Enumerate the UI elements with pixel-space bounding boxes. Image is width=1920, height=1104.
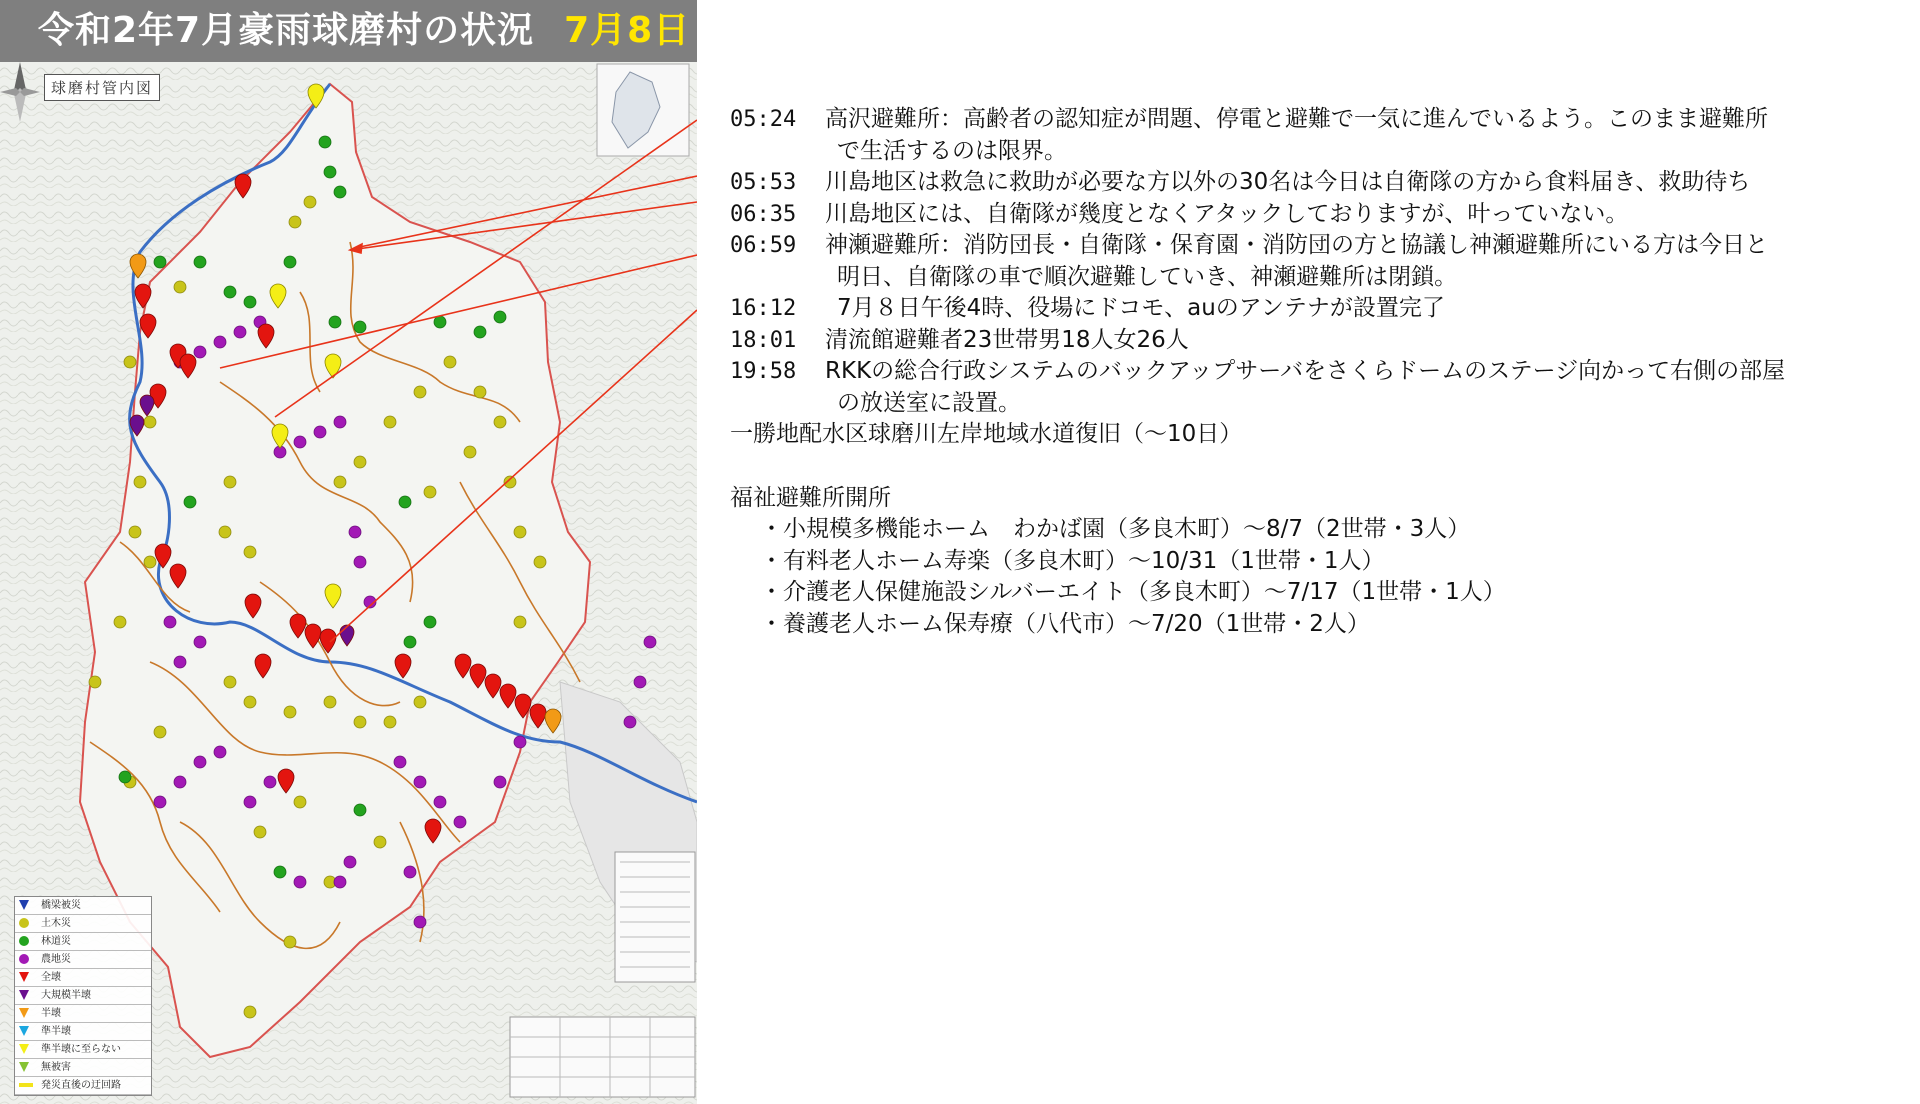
water-note: 一勝地配水区球磨川左岸地域水道復旧（～10日） [730, 421, 1243, 447]
legend-item: 林道災 [15, 933, 151, 951]
map-title-date: 7月8日 [564, 10, 691, 51]
entry-text: RKKの総合行政システムのバックアップサーバをさくらドームのステージ向かって右側の部屋 [825, 358, 1786, 384]
welfare-heading: 福祉避難所開所 [730, 484, 891, 511]
log-entry [730, 199, 1910, 231]
pin-icon [19, 1008, 29, 1018]
entry-text: 神瀬避難所：消防団長・自衛隊・保育園・消防団の方と協議し神瀬避難所にいる方は今日と [825, 232, 1768, 258]
pin-icon [19, 900, 29, 910]
entry-time: 18:01 [730, 327, 797, 353]
dot-icon [19, 918, 29, 928]
status-text-panel [730, 104, 1910, 640]
legend-item: 半壊 [15, 1005, 151, 1023]
entry-time: 06:35 [730, 201, 797, 227]
entry-time: 16:12 [730, 296, 797, 321]
legend-item: 土木災 [15, 915, 151, 933]
log-entry [730, 230, 1910, 293]
entry-text: 川島地区は救急に救助が必要な方以外の30名は今日は自衛隊の方から食料届き、救助待ち [825, 169, 1751, 195]
welfare-item: ・養護老人ホーム保寿療（八代市）～7/20（1世帯・2人） [760, 610, 1370, 637]
pin-icon [19, 990, 29, 1000]
welfare-item: ・有料老人ホーム寿楽（多良木町）～10/31（1世帯・1人） [760, 547, 1385, 574]
map-title-bar [0, 0, 697, 62]
log-entry [730, 325, 1910, 357]
map-title: 令和2年7月豪雨球磨村の状況 [38, 10, 535, 51]
legend-item: 無被害 [15, 1059, 151, 1077]
dot-icon [19, 936, 29, 946]
route-line-icon [19, 1083, 33, 1087]
map-label: 球磨村管内図 [44, 74, 160, 101]
entry-time: 19:58 [730, 359, 797, 384]
legend-item: 準半壊に至らない [15, 1041, 151, 1059]
compass-icon [0, 62, 40, 122]
log-entry [730, 293, 1910, 325]
dot-icon [19, 954, 29, 964]
legend-item: 準半壊 [15, 1023, 151, 1041]
pin-icon [19, 972, 29, 982]
entry-text: 高沢避難所：高齢者の認知症が問題、停電と避難で一気に進んでいるよう。このまま避難所 [825, 106, 1768, 132]
entry-text: 清流館避難者23世帯男18人女26人 [825, 326, 1189, 353]
entry-time: 06:59 [730, 233, 797, 258]
entry-text: 川島地区には、自衛隊が幾度となくアタックしておりますが、叶っていない。 [825, 200, 1629, 227]
entry-text-cont: 明日、自衛隊の車で順次避難していき、神瀬避難所は閉鎖。 [837, 263, 1458, 290]
log-entry [730, 104, 1910, 167]
entry-time: 05:53 [730, 170, 797, 195]
entry-text: 7月８日午後4時、役場にドコモ、auのアンテナが設置完了 [837, 295, 1445, 321]
pin-icon [19, 1062, 29, 1072]
log-entry [730, 356, 1910, 419]
pin-icon [19, 1044, 29, 1054]
legend-item: 橋梁被災 [15, 897, 151, 915]
welfare-item: ・介護老人保健施設シルバーエイト（多良木町）～7/17（1世帯・1人） [760, 579, 1506, 605]
welfare-item: ・小規模多機能ホーム わかば園（多良木町）～8/7（2世帯・3人） [760, 516, 1471, 542]
legend-item: 大規模半壊 [15, 987, 151, 1005]
map-legend [14, 896, 152, 1096]
legend-item: 発災直後の迂回路 [15, 1077, 151, 1095]
entry-text-cont: の放送室に設置。 [837, 389, 1021, 416]
entry-time: 05:24 [730, 107, 797, 132]
pin-icon [19, 1026, 29, 1036]
entry-text-cont: で生活するのは限界。 [837, 137, 1067, 164]
log-entry [730, 167, 1910, 199]
village-map[interactable] [0, 62, 697, 1104]
legend-item: 全壊 [15, 969, 151, 987]
legend-item: 農地災 [15, 951, 151, 969]
